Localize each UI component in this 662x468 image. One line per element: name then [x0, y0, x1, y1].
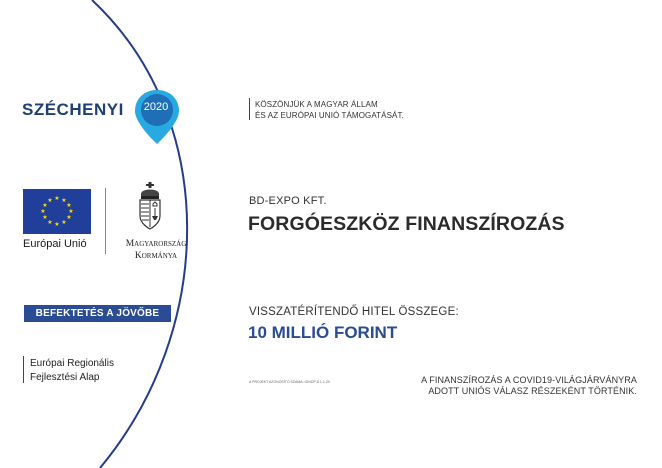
fund-divider	[23, 356, 24, 383]
svg-text:★: ★	[61, 219, 67, 226]
svg-text:★: ★	[61, 197, 67, 204]
loan-amount-value: 10 MILLIÓ FORINT	[248, 323, 398, 342]
project-id: A PROJEKT AZONOSÍTÓ SZÁMA: GINOP-8.1.1-20	[249, 380, 330, 384]
thanks-line1: KÖSZÖNJÜK A MAGYAR ÁLLAM	[255, 100, 378, 109]
szechenyi-logo-year: 2020	[143, 101, 169, 113]
hu-label-line1: Magyarország	[125, 239, 187, 249]
svg-text:★: ★	[68, 208, 74, 215]
hungarian-coat-of-arms-icon	[137, 182, 163, 234]
fund-label-line2: Fejlesztési Alap	[30, 372, 100, 383]
svg-text:★: ★	[47, 219, 53, 226]
szechenyi-2020-logo	[22, 88, 182, 148]
covid-notice-line2: ADOTT UNIÓS VÁLASZ RÉSZEKÉNT TÖRTÉNIK.	[428, 386, 637, 396]
svg-text:★: ★	[40, 208, 46, 215]
svg-text:★: ★	[66, 202, 72, 209]
fund-label	[30, 357, 114, 385]
map-pin-icon	[132, 88, 182, 148]
eu-label: Európai Unió	[23, 238, 87, 250]
svg-text:★: ★	[54, 221, 60, 228]
covid-notice-line1: A FINANSZÍROZÁS A COVID19-VILÁGJÁRVÁNYRA	[421, 375, 637, 385]
hu-label-line2: Kormánya	[134, 251, 178, 261]
fund-label-line1: Európai Regionális	[30, 358, 114, 369]
invest-in-future-banner: BEFEKTETÉS A JÖVŐBE	[24, 305, 171, 322]
szechenyi-logo-text: SZÉCHENYI	[22, 100, 124, 119]
company-name: BD-EXPO KFT.	[249, 195, 327, 207]
thanks-divider	[249, 98, 250, 120]
thanks-line2: ÉS AZ EURÓPAI UNIÓ TÁMOGATÁSÁT.	[255, 111, 404, 120]
svg-text:★: ★	[42, 202, 48, 209]
svg-text:★: ★	[54, 195, 60, 202]
logo-divider	[105, 188, 106, 254]
loan-amount-label: VISSZATÉRÍTENDŐ HITEL ÖSSZEGE:	[249, 306, 459, 318]
covid-notice	[421, 375, 637, 397]
svg-text:★: ★	[66, 214, 72, 221]
svg-text:★: ★	[42, 214, 48, 221]
thanks-text	[255, 99, 404, 121]
hungarian-government-label	[116, 238, 196, 262]
eu-flag-icon	[23, 189, 91, 234]
svg-text:★: ★	[47, 197, 53, 204]
project-title: FORGÓESZKÖZ FINANSZÍROZÁS	[248, 213, 565, 235]
